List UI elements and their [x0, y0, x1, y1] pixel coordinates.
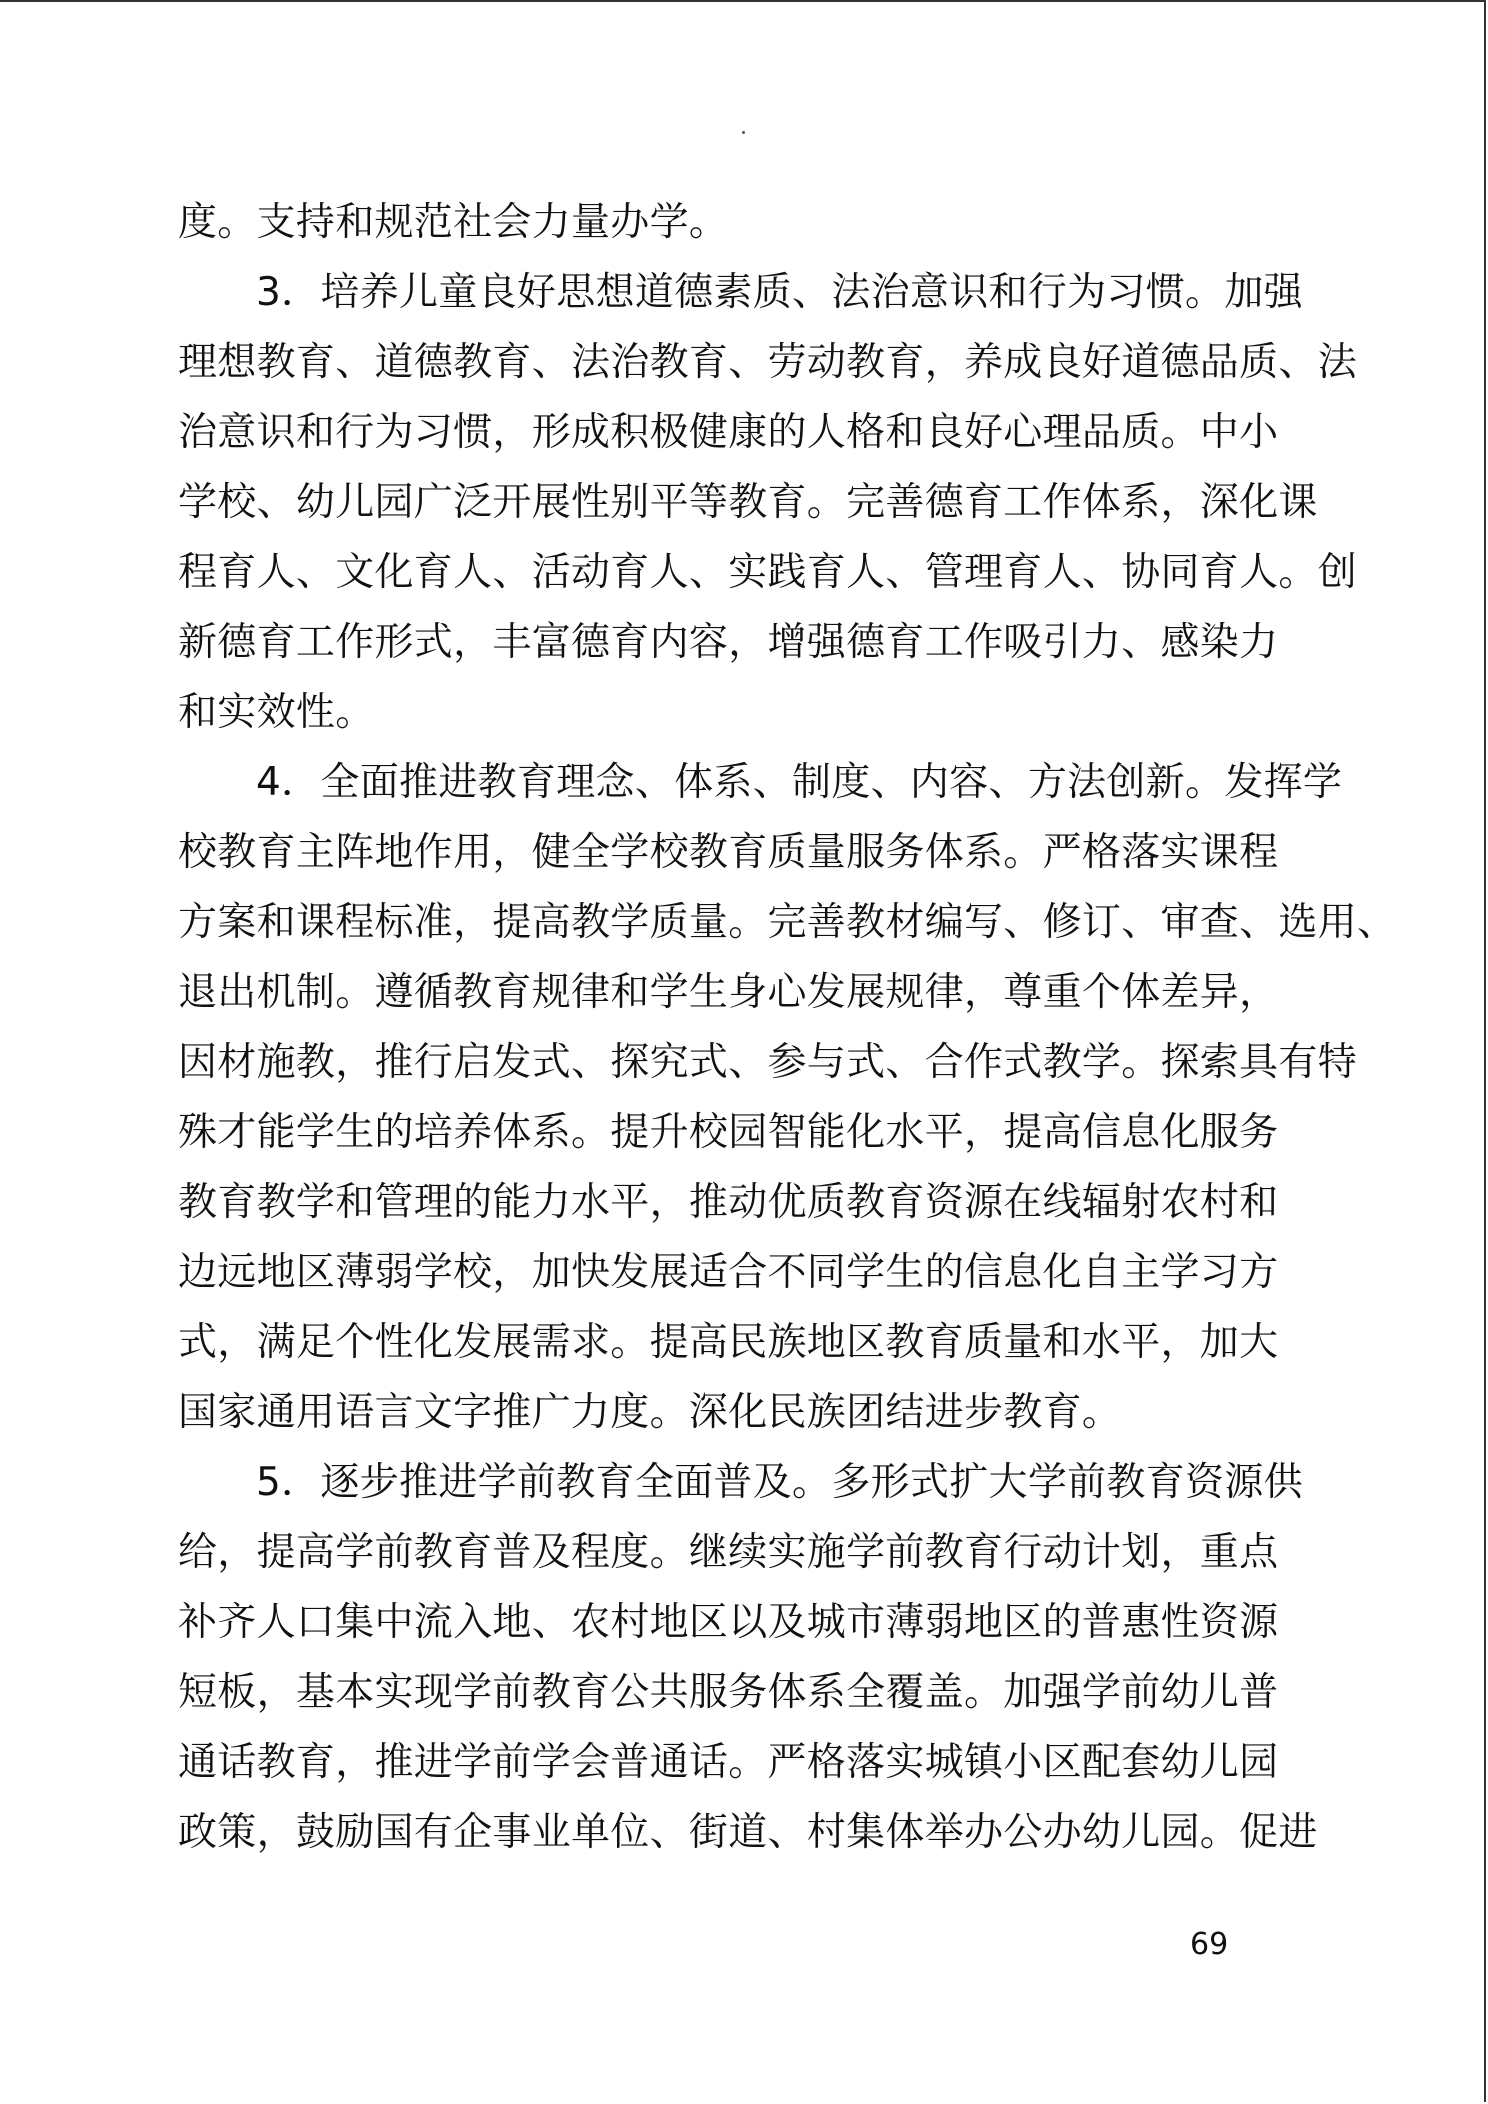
- text-line: 政策，鼓励国有企事业单位、街道、村集体举办公办幼儿园。促进: [178, 1810, 1318, 1855]
- text-line: 给，提高学前教育普及程度。继续实施学前教育行动计划，重点: [178, 1530, 1279, 1575]
- text-line: 5．逐步推进学前教育全面普及。多形式扩大学前教育资源供: [256, 1460, 1303, 1505]
- text-line: 通话教育，推进学前学会普通话。严格落实城镇小区配套幼儿园: [178, 1740, 1279, 1785]
- text-line: 和实效性。: [178, 690, 375, 735]
- text-line: 方案和课程标准，提高教学质量。完善教材编写、修订、审查、选用、: [178, 900, 1397, 945]
- text-line: 短板，基本实现学前教育公共服务体系全覆盖。加强学前幼儿普: [178, 1670, 1279, 1715]
- text-line: 程育人、文化育人、活动育人、实践育人、管理育人、协同育人。创: [178, 550, 1358, 595]
- document-body: [178, 188, 1397, 1868]
- text-line: 教育教学和管理的能力水平，推动优质教育资源在线辐射农村和: [178, 1180, 1279, 1225]
- text-line: 3．培养儿童良好思想道德素质、法治意识和行为习惯。加强: [256, 270, 1303, 315]
- text-line: 退出机制。遵循教育规律和学生身心发展规律，尊重个体差异，: [178, 970, 1279, 1015]
- scan-mark: [742, 131, 745, 134]
- text-line: 边远地区薄弱学校，加快发展适合不同学生的信息化自主学习方: [178, 1250, 1279, 1295]
- text-line: 理想教育、道德教育、法治教育、劳动教育，养成良好道德品质、法: [178, 340, 1358, 385]
- text-line: 殊才能学生的培养体系。提升校园智能化水平，提高信息化服务: [178, 1110, 1279, 1155]
- text-line: 式，满足个性化发展需求。提高民族地区教育质量和水平，加大: [178, 1320, 1279, 1365]
- text-line: 4．全面推进教育理念、体系、制度、内容、方法创新。发挥学: [256, 760, 1343, 805]
- text-line: 学校、幼儿园广泛开展性别平等教育。完善德育工作体系，深化课: [178, 480, 1318, 525]
- text-line: 校教育主阵地作用，健全学校教育质量服务体系。严格落实课程: [178, 830, 1279, 875]
- text-line: 补齐人口集中流入地、农村地区以及城市薄弱地区的普惠性资源: [178, 1600, 1279, 1645]
- text-line: 治意识和行为习惯，形成积极健康的人格和良好心理品质。中小: [178, 410, 1279, 455]
- text-line: 度。支持和规范社会力量办学。: [178, 200, 729, 245]
- page-number: 69: [1190, 1927, 1229, 1962]
- text-line: 新德育工作形式，丰富德育内容，增强德育工作吸引力、感染力: [178, 620, 1279, 665]
- text-line: 国家通用语言文字推广力度。深化民族团结进步教育。: [178, 1390, 1122, 1435]
- text-line: 因材施教，推行启发式、探究式、参与式、合作式教学。探索具有特: [178, 1040, 1358, 1085]
